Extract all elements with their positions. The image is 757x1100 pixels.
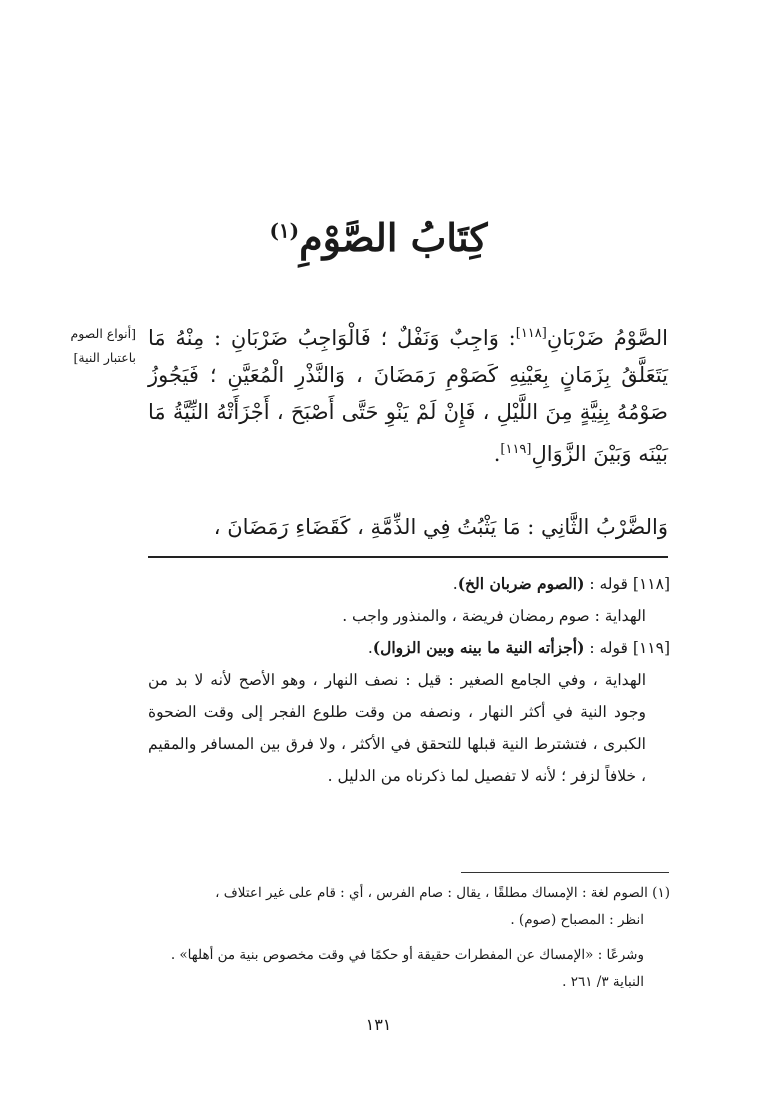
main-paragraph-1-start: الصَّوْمُ ضَرْبَانِ: [546, 326, 669, 350]
commentary-divider: [148, 556, 668, 558]
commentary-ref-number: [١١٨]: [632, 575, 670, 593]
main-paragraph-1: [148, 315, 668, 473]
main-paragraph-1-body: : وَاجِبٌ وَنَفْلٌ ؛ فَالْوَاجِبُ ضَرْبَانِ : مِنْهُ مَا يَتَعَلَّقُ بِزَمَانٍ بِعَيْنِهِ كَصَوْمِ رَمَضَانَ ، وَالنَّذْرِ الْمُعَيَّنِ ؛ فَيَجُوزُ صَوْمُهُ بِنِيَّةٍ مِنَ اللَّيْلِ ، فَإِنْ لَمْ يَنْوِ حَتَّى أَصْبَحَ ، أَجْزَأَتْهُ النِّيَّةُ مَا بَيْنَه وَبَيْنَ الزَّوَالِ: [148, 326, 668, 466]
commentary-ref-number: [١١٩]: [632, 639, 670, 657]
commentary-quote: (الصوم ضربان الخ): [457, 574, 585, 593]
commentary-entry-body: الهداية : صوم رمضان فريضة ، والمنذور واجب .: [342, 607, 646, 625]
footnote-text: الصوم لغة : الإمساك مطلقًا ، يقال : صام الفرس ، أي : قام على غير اعتلاف ،: [215, 885, 648, 901]
commentary-ref-119[interactable]: [١١٩]: [500, 442, 532, 457]
marginal-note-line-2: باعتبار النية]: [73, 350, 136, 365]
chapter-title: [0, 215, 757, 260]
footnote-1-continuation: وشرعًا : «الإمساك عن المفطرات حقيقة أو حكمًا في وقت مخصوص بنية من أهلها» . النباية ٣/ ٢٦١ .: [170, 947, 644, 990]
main-paragraph-1-end: .: [493, 442, 501, 466]
commentary-intro: قوله :: [584, 575, 628, 593]
footnote-1-line-2: انظر : المصباح (صوم) .: [510, 912, 644, 928]
commentary-end: .: [452, 575, 458, 593]
commentary-entry-heading: [148, 632, 670, 664]
commentary-ref-118[interactable]: [١١٨]: [515, 326, 547, 341]
commentary-entry-heading: [148, 568, 670, 600]
chapter-title-text: كِتَابُ الصَّوْمِ: [299, 215, 488, 260]
marginal-note-line-1: [أنواع الصوم: [70, 326, 136, 341]
commentary-end: .: [367, 639, 373, 657]
footnotes-section: [150, 880, 670, 996]
page-number: ١٣١: [365, 1015, 392, 1034]
main-paragraph-2: وَالضَّرْبُ الثَّانِي : مَا يَثْبُتُ فِي الذِّمَّةِ ، كَقَضَاءِ رَمَضَانَ ،: [213, 515, 668, 539]
title-footnote-ref[interactable]: (١): [269, 218, 300, 243]
footnote-1-line-1: [150, 880, 670, 907]
marginal-note: [36, 322, 136, 370]
commentary-quote: (أجزأته النية ما بينه وبين الزوال): [372, 638, 585, 657]
commentary-intro: قوله :: [584, 639, 628, 657]
commentary-entry-body: الهداية ، وفي الجامع الصغير : قيل : نصف النهار ، وهو الأصح لأنه لا بد من وجود النية في أكثر النهار ، ونصفه من وقت طلوع الفجر إلى وقت الضحوة الكبرى ، فتشترط النية قبلها للتحقق في الأكثر ، ولا فرق بين المسافر والمقيم ، خلافاً لزفر ؛ لأنه لا تفصيل لما ذكرناه من الدليل .: [148, 671, 646, 785]
footnote-number: (١): [652, 885, 670, 901]
footnote-divider: [461, 872, 669, 873]
footnote-1: [150, 880, 670, 934]
commentary-section: [148, 568, 670, 792]
